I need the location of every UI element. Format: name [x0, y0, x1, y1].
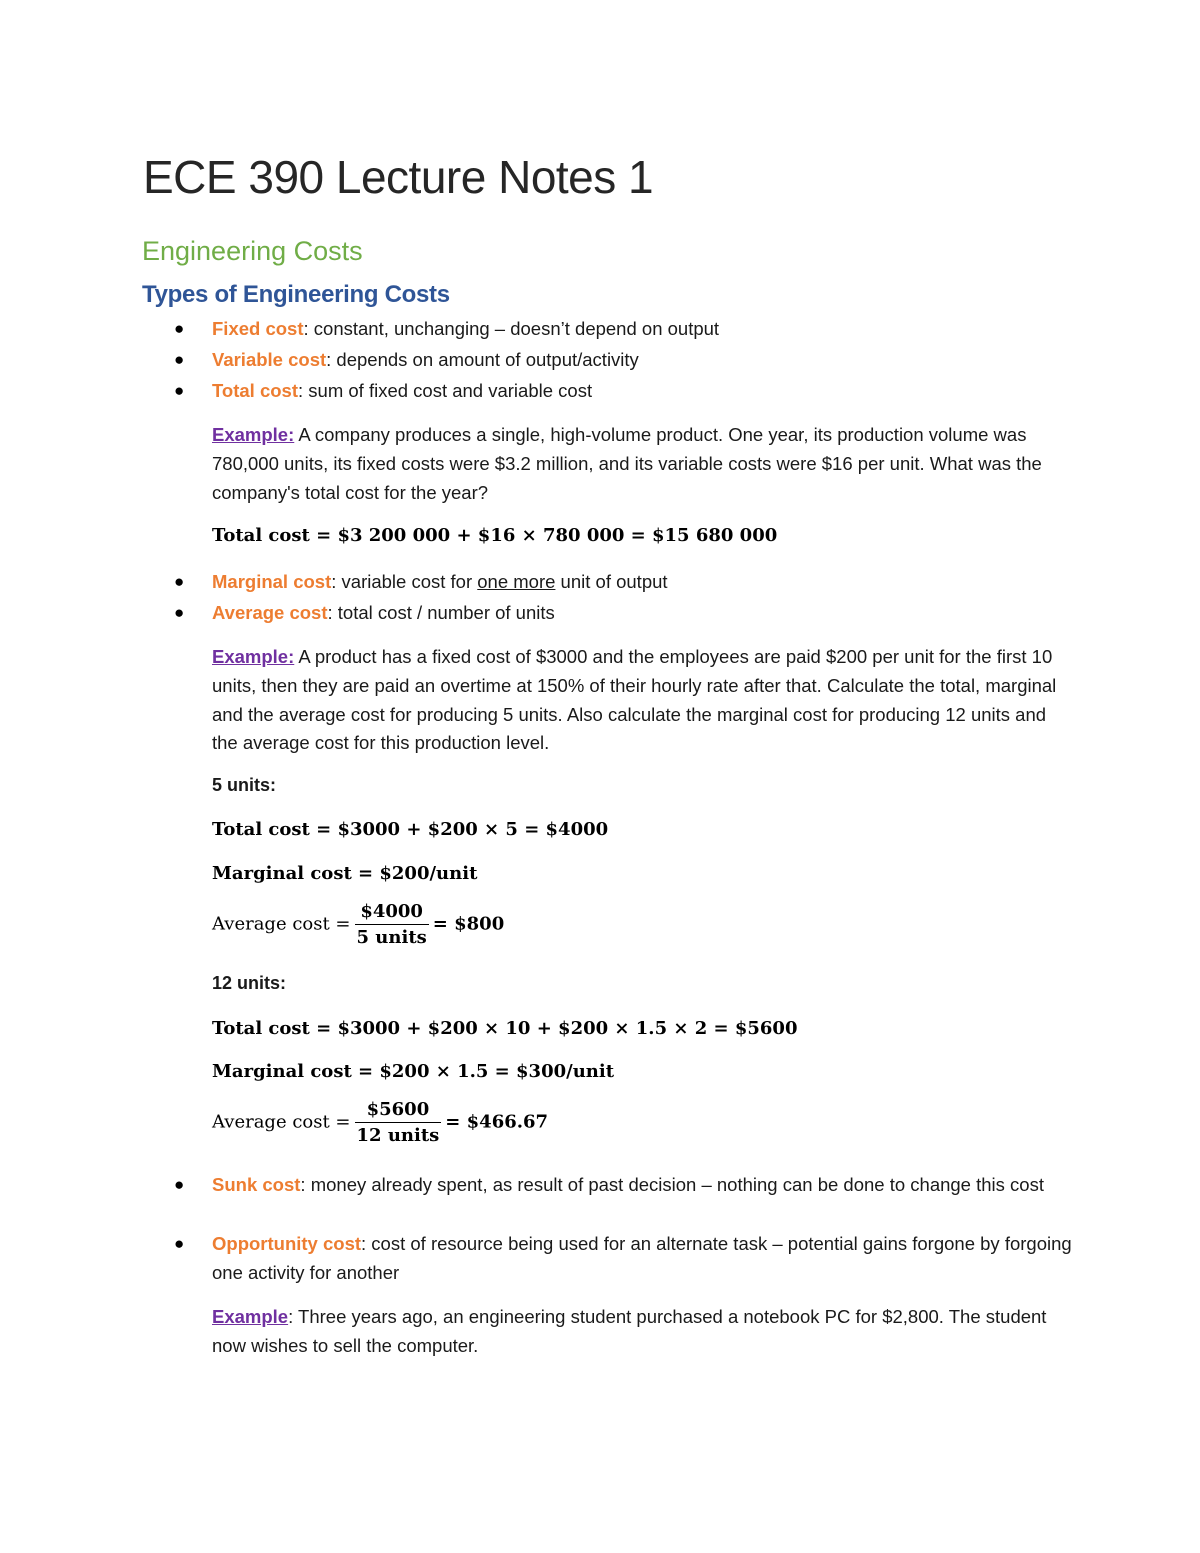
term-marginal-cost: Marginal cost	[212, 571, 332, 592]
section-heading: Engineering Costs	[142, 236, 363, 266]
definition-end: unit of output	[555, 571, 668, 592]
term-variable-cost: Variable cost	[212, 349, 327, 370]
definition: : cost of resource being used for an alternate task – potential gains forgone by forgoing one activity for another	[212, 1233, 1072, 1283]
example-label: Example	[212, 1306, 289, 1327]
denominator: 12 units	[356, 1125, 440, 1146]
example-2-paragraph	[212, 643, 1072, 758]
term-sunk-cost: Sunk cost	[212, 1174, 301, 1195]
equation-total-cost-1: Total cost = $3 200 000 + $16 × 780 000 = $15 680 000	[212, 525, 778, 546]
numerator: $4000	[355, 901, 429, 925]
list-item-average-cost	[212, 599, 555, 627]
bullet-icon: ●	[174, 381, 185, 400]
list-item-marginal-cost	[212, 568, 668, 596]
equation-average-cost-5	[212, 901, 504, 948]
equation-marginal-cost-5: Marginal cost = $200/unit	[212, 863, 478, 884]
underlined-text: one more	[477, 571, 556, 592]
list-item-fixed-cost	[212, 315, 719, 343]
definition: : sum of fixed cost and variable cost	[298, 380, 593, 401]
example-1-paragraph	[212, 421, 1072, 507]
list-item-opportunity-cost	[212, 1230, 1072, 1288]
definition: : depends on amount of output/activity	[326, 349, 639, 370]
avg-prefix: Average cost =	[212, 1111, 351, 1133]
example-text: A company produces a single, high-volume product. One year, its production volume was 780,000 units, its fixed costs were $3.2 million, and its variable costs were $16 per unit. What was the company's total cost for the year?	[212, 424, 1042, 503]
term-total-cost: Total cost	[212, 380, 298, 401]
term-opportunity-cost: Opportunity cost	[212, 1233, 362, 1254]
bullet-icon: ●	[174, 603, 185, 622]
avg-prefix: Average cost =	[212, 913, 351, 935]
example-text: : Three years ago, an engineering student purchased a notebook PC for $2,800. The student now wishes to sell the computer.	[212, 1306, 1047, 1356]
bullet-icon: ●	[174, 319, 185, 338]
definition: : money already spent, as result of past decision – nothing can be done to change this cost	[300, 1174, 1044, 1195]
list-item-sunk-cost	[212, 1171, 1072, 1200]
example-text: A product has a fixed cost of $3000 and the employees are paid $200 per unit for the first 10 units, then they are paid an overtime at 150% of their hourly rate after that. Calculate the total, marginal and the average cost for producing 5 units. Also calculate the marginal cost for producing 12 units and the average cost for this production level.	[212, 646, 1057, 754]
bullet-icon: ●	[174, 572, 185, 591]
list-item-variable-cost	[212, 346, 639, 374]
example-label: Example:	[212, 424, 295, 445]
denominator: 5 units	[356, 927, 427, 948]
term-average-cost: Average cost	[212, 602, 328, 623]
fraction	[355, 1099, 442, 1146]
equation-average-cost-12	[212, 1099, 548, 1146]
page-title: ECE 390 Lecture Notes 1	[143, 151, 654, 203]
bullet-icon: ●	[174, 350, 185, 369]
equation-total-cost-5: Total cost = $3000 + $200 × 5 = $4000	[212, 819, 609, 840]
definition: : constant, unchanging – doesn’t depend on output	[303, 318, 720, 339]
definition: : variable cost for	[331, 571, 478, 592]
example-3-paragraph	[212, 1303, 1072, 1361]
twelve-units-label: 12 units:	[212, 973, 287, 993]
equation-total-cost-12: Total cost = $3000 + $200 × 10 + $200 × 1.5 × 2 = $5600	[212, 1018, 798, 1039]
example-label: Example:	[212, 646, 295, 667]
subsection-heading: Types of Engineering Costs	[142, 281, 450, 308]
definition: : total cost / number of units	[327, 602, 555, 623]
list-item-total-cost	[212, 377, 592, 405]
bullet-icon: ●	[174, 1234, 185, 1253]
term-fixed-cost: Fixed cost	[212, 318, 304, 339]
avg-result: = $466.67	[445, 1111, 549, 1133]
equation-marginal-cost-12: Marginal cost = $200 × 1.5 = $300/unit	[212, 1061, 615, 1082]
five-units-label: 5 units:	[212, 775, 277, 795]
avg-result: = $800	[432, 913, 505, 935]
bullet-icon: ●	[174, 1175, 185, 1194]
fraction	[355, 901, 429, 948]
numerator: $5600	[355, 1099, 442, 1123]
